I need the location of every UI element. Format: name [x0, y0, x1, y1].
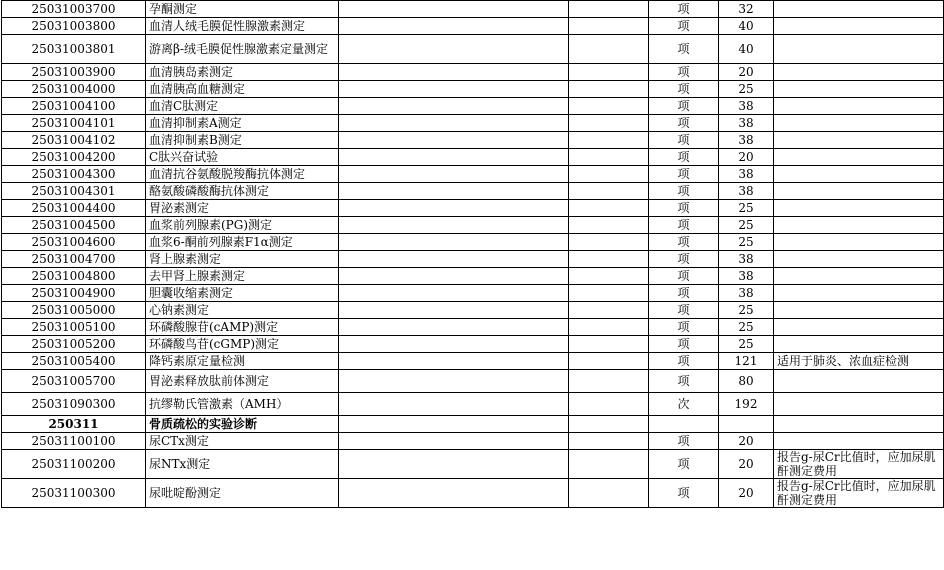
item-exclusion-cell [569, 1, 649, 18]
item-price-cell: 38 [719, 285, 774, 302]
item-unit-cell: 项 [649, 18, 719, 35]
item-code-cell: 25031005200 [2, 336, 146, 353]
table-row [2, 370, 944, 393]
item-content-cell [339, 234, 569, 251]
item-exclusion-cell [569, 353, 649, 370]
item-exclusion-cell [569, 285, 649, 302]
item-price-cell: 32 [719, 1, 774, 18]
item-price-cell: 80 [719, 370, 774, 393]
table-row [2, 183, 944, 200]
item-note-cell [774, 217, 944, 234]
item-code-cell: 25031004100 [2, 98, 146, 115]
item-note-cell [774, 319, 944, 336]
item-code-cell: 25031004101 [2, 115, 146, 132]
table-row [2, 450, 944, 479]
item-note-cell [774, 251, 944, 268]
table-row [2, 200, 944, 217]
item-exclusion-cell [569, 200, 649, 217]
item-content-cell [339, 1, 569, 18]
item-content-cell [339, 285, 569, 302]
item-note-cell [774, 81, 944, 98]
item-unit-cell: 项 [649, 149, 719, 166]
item-exclusion-cell [569, 166, 649, 183]
item-name-cell: 肾上腺素测定 [146, 251, 339, 268]
item-exclusion-cell [569, 302, 649, 319]
item-unit-cell: 项 [649, 450, 719, 479]
item-price-cell: 25 [719, 319, 774, 336]
item-exclusion-cell [569, 319, 649, 336]
item-code-cell: 25031004500 [2, 217, 146, 234]
item-name-cell: 孕酮测定 [146, 1, 339, 18]
item-content-cell [339, 319, 569, 336]
item-name-cell: 抗缪勒氏管激素（AMH） [146, 393, 339, 416]
item-exclusion-cell [569, 416, 649, 433]
item-content-cell [339, 450, 569, 479]
item-exclusion-cell [569, 98, 649, 115]
table-row [2, 234, 944, 251]
item-content-cell [339, 251, 569, 268]
item-name-cell: 降钙素原定量检测 [146, 353, 339, 370]
item-name-cell: C肽兴奋试验 [146, 149, 339, 166]
table-row [2, 115, 944, 132]
item-unit-cell: 项 [649, 336, 719, 353]
item-content-cell [339, 302, 569, 319]
item-price-cell: 192 [719, 393, 774, 416]
item-price-cell: 38 [719, 98, 774, 115]
item-content-cell [339, 183, 569, 200]
table-row [2, 64, 944, 81]
item-name-cell: 尿吡啶酚测定 [146, 479, 339, 508]
item-exclusion-cell [569, 183, 649, 200]
item-note-cell [774, 18, 944, 35]
item-exclusion-cell [569, 217, 649, 234]
item-exclusion-cell [569, 132, 649, 149]
item-code-cell: 25031003900 [2, 64, 146, 81]
item-name-cell: 胃泌素释放肽前体测定 [146, 370, 339, 393]
item-note-cell [774, 268, 944, 285]
item-price-cell: 20 [719, 433, 774, 450]
item-name-cell: 血清胰岛素测定 [146, 64, 339, 81]
table-row [2, 149, 944, 166]
table-row [2, 479, 944, 508]
item-code-cell: 25031004200 [2, 149, 146, 166]
table-row [2, 132, 944, 149]
item-content-cell [339, 166, 569, 183]
item-code-cell: 25031004000 [2, 81, 146, 98]
item-unit-cell: 项 [649, 183, 719, 200]
item-unit-cell: 项 [649, 217, 719, 234]
item-code-cell: 25031004102 [2, 132, 146, 149]
item-note-cell [774, 336, 944, 353]
item-note-cell [774, 166, 944, 183]
item-price-cell: 20 [719, 149, 774, 166]
table-row [2, 98, 944, 115]
item-content-cell [339, 393, 569, 416]
item-name-cell: 胃泌素测定 [146, 200, 339, 217]
item-exclusion-cell [569, 81, 649, 98]
item-price-cell: 25 [719, 81, 774, 98]
item-unit-cell: 项 [649, 319, 719, 336]
item-name-cell: 游离β-绒毛膜促性腺激素定量测定 [146, 35, 339, 64]
item-note-cell: 适用于肺炎、浓血症检测 [774, 353, 944, 370]
item-code-cell: 25031100100 [2, 433, 146, 450]
item-price-cell: 20 [719, 450, 774, 479]
item-content-cell [339, 416, 569, 433]
item-code-cell: 25031100200 [2, 450, 146, 479]
item-code-cell: 25031004400 [2, 200, 146, 217]
item-unit-cell: 项 [649, 132, 719, 149]
item-unit-cell: 项 [649, 115, 719, 132]
item-price-cell: 40 [719, 35, 774, 64]
item-content-cell [339, 18, 569, 35]
table-row [2, 319, 944, 336]
item-price-cell: 38 [719, 132, 774, 149]
section-header-row [2, 416, 944, 433]
item-note-cell [774, 1, 944, 18]
fee-schedule-table [1, 0, 944, 508]
table-row [2, 336, 944, 353]
item-unit-cell: 项 [649, 433, 719, 450]
item-unit-cell: 项 [649, 64, 719, 81]
item-price-cell: 38 [719, 268, 774, 285]
table-row [2, 1, 944, 18]
item-name-cell: 环磷酸鸟苷(cGMP)测定 [146, 336, 339, 353]
item-exclusion-cell [569, 149, 649, 166]
table-row [2, 217, 944, 234]
item-name-cell: 血浆前列腺素(PG)测定 [146, 217, 339, 234]
item-note-cell [774, 370, 944, 393]
item-content-cell [339, 433, 569, 450]
item-code-cell: 25031090300 [2, 393, 146, 416]
item-exclusion-cell [569, 251, 649, 268]
item-note-cell [774, 416, 944, 433]
item-name-cell: 去甲肾上腺素测定 [146, 268, 339, 285]
item-note-cell [774, 285, 944, 302]
item-content-cell [339, 336, 569, 353]
item-exclusion-cell [569, 268, 649, 285]
item-exclusion-cell [569, 450, 649, 479]
item-unit-cell: 项 [649, 370, 719, 393]
item-name-cell: 血清抑制素A测定 [146, 115, 339, 132]
item-exclusion-cell [569, 18, 649, 35]
item-code-cell: 25031004800 [2, 268, 146, 285]
item-price-cell: 25 [719, 302, 774, 319]
item-unit-cell: 项 [649, 35, 719, 64]
item-content-cell [339, 217, 569, 234]
item-name-cell: 血清胰高血糖测定 [146, 81, 339, 98]
fee-table-body [2, 1, 944, 508]
item-code-cell: 25031004301 [2, 183, 146, 200]
item-price-cell: 25 [719, 200, 774, 217]
item-name-cell: 血清抑制素B测定 [146, 132, 339, 149]
table-row [2, 35, 944, 64]
item-name-cell: 骨质疏松的实验诊断 [146, 416, 339, 433]
table-row [2, 353, 944, 370]
item-content-cell [339, 81, 569, 98]
item-price-cell: 20 [719, 479, 774, 508]
item-price-cell: 38 [719, 183, 774, 200]
item-exclusion-cell [569, 370, 649, 393]
item-note-cell [774, 98, 944, 115]
item-unit-cell: 项 [649, 1, 719, 18]
item-content-cell [339, 200, 569, 217]
item-content-cell [339, 353, 569, 370]
item-code-cell: 25031003700 [2, 1, 146, 18]
table-row [2, 18, 944, 35]
item-code-cell: 25031005400 [2, 353, 146, 370]
item-exclusion-cell [569, 115, 649, 132]
item-code-cell: 25031005000 [2, 302, 146, 319]
item-content-cell [339, 149, 569, 166]
item-name-cell: 血清C肽测定 [146, 98, 339, 115]
item-name-cell: 胆囊收缩素测定 [146, 285, 339, 302]
item-note-cell [774, 132, 944, 149]
item-unit-cell: 项 [649, 234, 719, 251]
item-code-cell: 25031005700 [2, 370, 146, 393]
table-row [2, 251, 944, 268]
item-unit-cell: 项 [649, 479, 719, 508]
item-code-cell: 25031004300 [2, 166, 146, 183]
item-price-cell [719, 416, 774, 433]
item-exclusion-cell [569, 393, 649, 416]
item-name-cell: 尿NTx测定 [146, 450, 339, 479]
item-unit-cell: 项 [649, 353, 719, 370]
item-note-cell [774, 183, 944, 200]
item-exclusion-cell [569, 433, 649, 450]
item-price-cell: 25 [719, 234, 774, 251]
item-price-cell: 20 [719, 64, 774, 81]
item-note-cell: 报告g-尿Cr比值时，应加尿肌酐测定费用 [774, 450, 944, 479]
item-unit-cell: 项 [649, 285, 719, 302]
item-code-cell: 25031004700 [2, 251, 146, 268]
item-unit-cell: 项 [649, 81, 719, 98]
table-row [2, 268, 944, 285]
item-content-cell [339, 115, 569, 132]
item-price-cell: 25 [719, 336, 774, 353]
item-name-cell: 环磷酸腺苷(cAMP)测定 [146, 319, 339, 336]
item-exclusion-cell [569, 234, 649, 251]
item-code-cell: 25031004900 [2, 285, 146, 302]
item-note-cell [774, 115, 944, 132]
item-code-cell: 25031003801 [2, 35, 146, 64]
item-content-cell [339, 35, 569, 64]
item-code-cell: 250311 [2, 416, 146, 433]
item-content-cell [339, 64, 569, 81]
table-row [2, 393, 944, 416]
item-unit-cell: 项 [649, 166, 719, 183]
item-unit-cell: 项 [649, 251, 719, 268]
item-note-cell [774, 234, 944, 251]
item-note-cell [774, 64, 944, 81]
item-exclusion-cell [569, 64, 649, 81]
item-note-cell: 报告g-尿Cr比值时，应加尿肌酐测定费用 [774, 479, 944, 508]
item-exclusion-cell [569, 336, 649, 353]
item-unit-cell: 次 [649, 393, 719, 416]
item-price-cell: 40 [719, 18, 774, 35]
item-price-cell: 25 [719, 217, 774, 234]
item-code-cell: 25031003800 [2, 18, 146, 35]
item-exclusion-cell [569, 35, 649, 64]
item-unit-cell: 项 [649, 302, 719, 319]
table-row [2, 166, 944, 183]
item-unit-cell: 项 [649, 200, 719, 217]
item-content-cell [339, 98, 569, 115]
item-name-cell: 心钠素测定 [146, 302, 339, 319]
item-note-cell [774, 35, 944, 64]
item-content-cell [339, 479, 569, 508]
table-row [2, 81, 944, 98]
item-content-cell [339, 132, 569, 149]
item-code-cell: 25031005100 [2, 319, 146, 336]
item-price-cell: 38 [719, 166, 774, 183]
item-unit-cell [649, 416, 719, 433]
item-exclusion-cell [569, 479, 649, 508]
item-code-cell: 25031004600 [2, 234, 146, 251]
item-content-cell [339, 268, 569, 285]
table-row [2, 433, 944, 450]
item-name-cell: 血清抗谷氨酸脱羧酶抗体测定 [146, 166, 339, 183]
table-row [2, 302, 944, 319]
item-price-cell: 38 [719, 251, 774, 268]
item-unit-cell: 项 [649, 98, 719, 115]
item-name-cell: 尿CTx测定 [146, 433, 339, 450]
item-price-cell: 121 [719, 353, 774, 370]
item-note-cell [774, 200, 944, 217]
item-unit-cell: 项 [649, 268, 719, 285]
item-name-cell: 血清人绒毛膜促性腺激素测定 [146, 18, 339, 35]
item-price-cell: 38 [719, 115, 774, 132]
item-note-cell [774, 433, 944, 450]
item-name-cell: 血浆6-酮前列腺素F1α测定 [146, 234, 339, 251]
item-code-cell: 25031100300 [2, 479, 146, 508]
item-name-cell: 酪氨酸磷酸酶抗体测定 [146, 183, 339, 200]
table-row [2, 285, 944, 302]
item-content-cell [339, 370, 569, 393]
item-note-cell [774, 149, 944, 166]
item-note-cell [774, 393, 944, 416]
item-note-cell [774, 302, 944, 319]
